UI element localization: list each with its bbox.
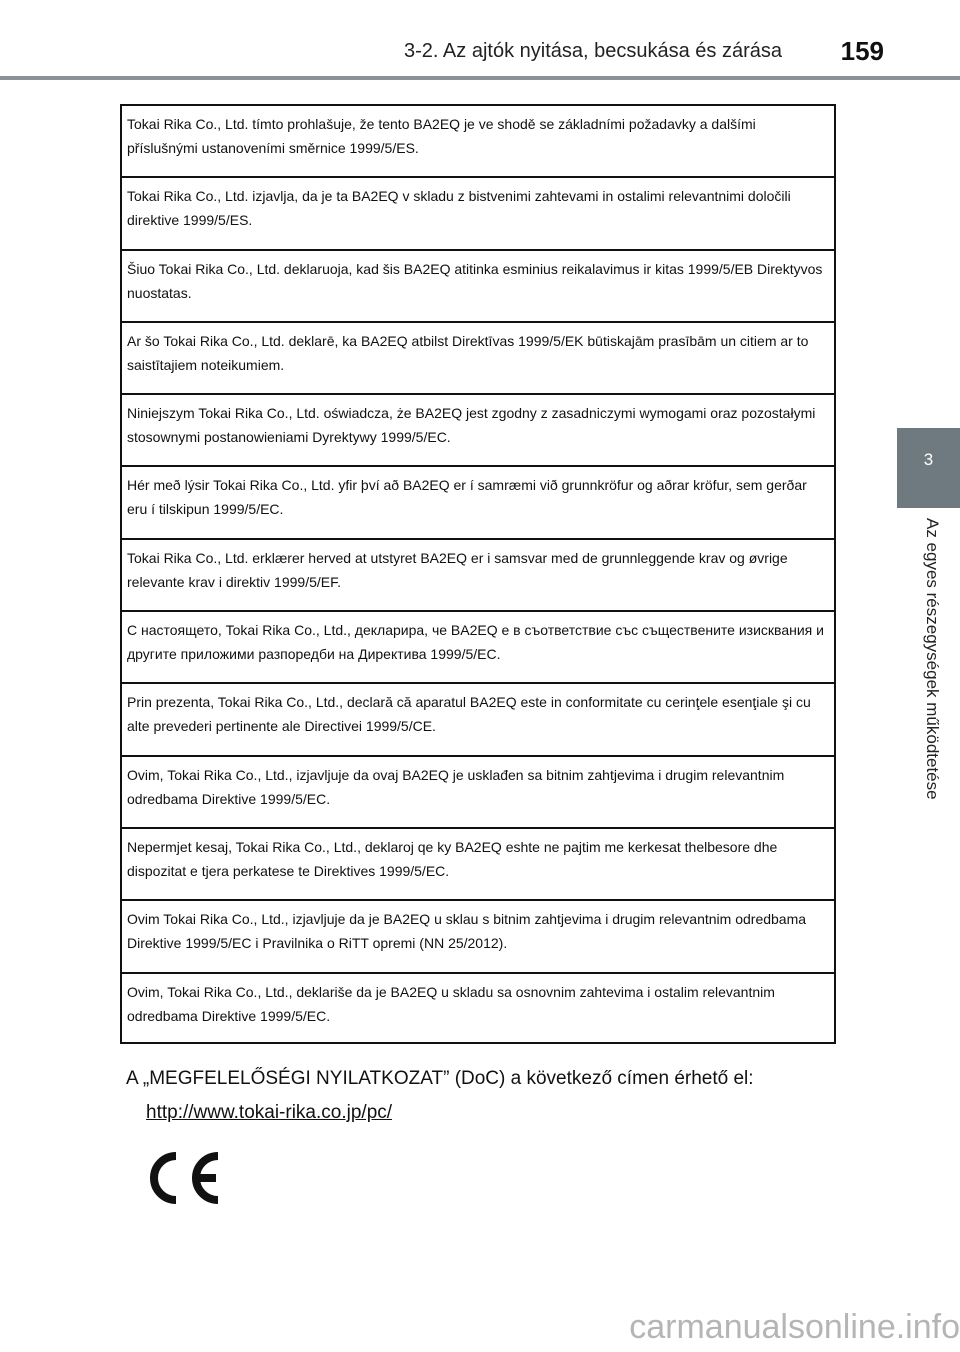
declaration-row: Tokai Rika Co., Ltd. tímto prohlašuje, že tento BA2EQ je ve shodě se základními požadavky a dalšími příslušnými ustanoveními směrnice 1999/5/ES. <box>122 106 834 178</box>
doc-availability-text: A „MEGFELELŐSÉGI NYILATKOZAT” (DoC) a következő címen érhető el: <box>126 1068 754 1089</box>
declaration-row: Hér með lýsir Tokai Rika Co., Ltd. yfir því að BA2EQ er í samræmi við grunnkröfur og aðrar kröfur, sem gerðar eru í tilskipun 1999/5/EC. <box>122 467 834 539</box>
chapter-number: 3 <box>923 450 934 469</box>
declaration-row: Ar šo Tokai Rika Co., Ltd. deklarē, ka BA2EQ atbilst Direktīvas 1999/5/EK būtiskajām prasībām un citiem ar to saistītajiem noteikumiem. <box>122 323 834 395</box>
declaration-row: Tokai Rika Co., Ltd. izjavlja, da je ta BA2EQ v skladu z bistvenimi zahtevami in ostalimi relevantnimi določili direktive 1999/5/ES. <box>122 178 834 250</box>
header-rule <box>0 76 960 80</box>
section-title: 3-2. Az ajtók nyitása, becsukása és zárása <box>404 40 782 62</box>
declarations-table <box>120 104 836 1044</box>
declaration-row: С настоящето, Tokai Rika Co., Ltd., декларира, че BA2EQ е в съответствие със съществените изисквания и другите приложими разпоредби на Директива 1999/5/EC. <box>122 612 834 684</box>
declaration-row: Nepermjet kesaj, Tokai Rika Co., Ltd., deklaroj qe ky BA2EQ eshte ne pajtim me kerkesat thelbesore dhe dispozitat e tjera perkatese te Direktives 1999/5/EC. <box>122 829 834 901</box>
doc-url-link[interactable]: http://www.tokai-rika.co.jp/pc/ <box>146 1102 393 1123</box>
chapter-label: Az egyes részegységek működtetése <box>923 518 942 800</box>
declaration-row: Niniejszym Tokai Rika Co., Ltd. oświadcza, że BA2EQ jest zgodny z zasadniczymi wymogami oraz pozostałymi stosownymi postanowieniami Dyrektywy 1999/5/EC. <box>122 395 834 467</box>
declaration-row: Šiuo Tokai Rika Co., Ltd. deklaruoja, kad šis BA2EQ atitinka esminius reikalavimus ir kitas 1999/5/EB Direktyvos nuostatas. <box>122 251 834 323</box>
declaration-row: Tokai Rika Co., Ltd. erklærer herved at utstyret BA2EQ er i samsvar med de grunnleggende krav og øvrige relevante krav i direktiv 1999/5/EF. <box>122 540 834 612</box>
page-number: 159 <box>840 36 884 66</box>
ce-mark-icon <box>146 1150 224 1206</box>
declaration-row: Prin prezenta, Tokai Rika Co., Ltd., declară că aparatul BA2EQ este in conformitate cu cerinţele esenţiale şi cu alte prevederi pertinente ale Directivei 1999/5/CE. <box>122 684 834 756</box>
declaration-row: Ovim, Tokai Rika Co., Ltd., izjavljuje da ovaj BA2EQ je usklađen sa bitnim zahtjevima i drugim relevantnim odredbama Direktive 1999/5/EC. <box>122 757 834 829</box>
declaration-row: Ovim Tokai Rika Co., Ltd., izjavljuje da je BA2EQ u sklau s bitnim zahtjevima i drugim relevantnim odredbama Direktive 1999/5/EC i Pravilnika o RiTT opremi (NN 25/2012). <box>122 901 834 973</box>
page-header <box>0 0 960 80</box>
chapter-tab <box>897 428 960 508</box>
watermark: carmanualsonline.info <box>629 1308 960 1346</box>
declaration-row: Ovim, Tokai Rika Co., Ltd., deklariše da je BA2EQ u skladu sa osnovnim zahtevima i ostalim relevantnim odredbama Direktive 1999/5/EC. <box>127 983 775 1024</box>
